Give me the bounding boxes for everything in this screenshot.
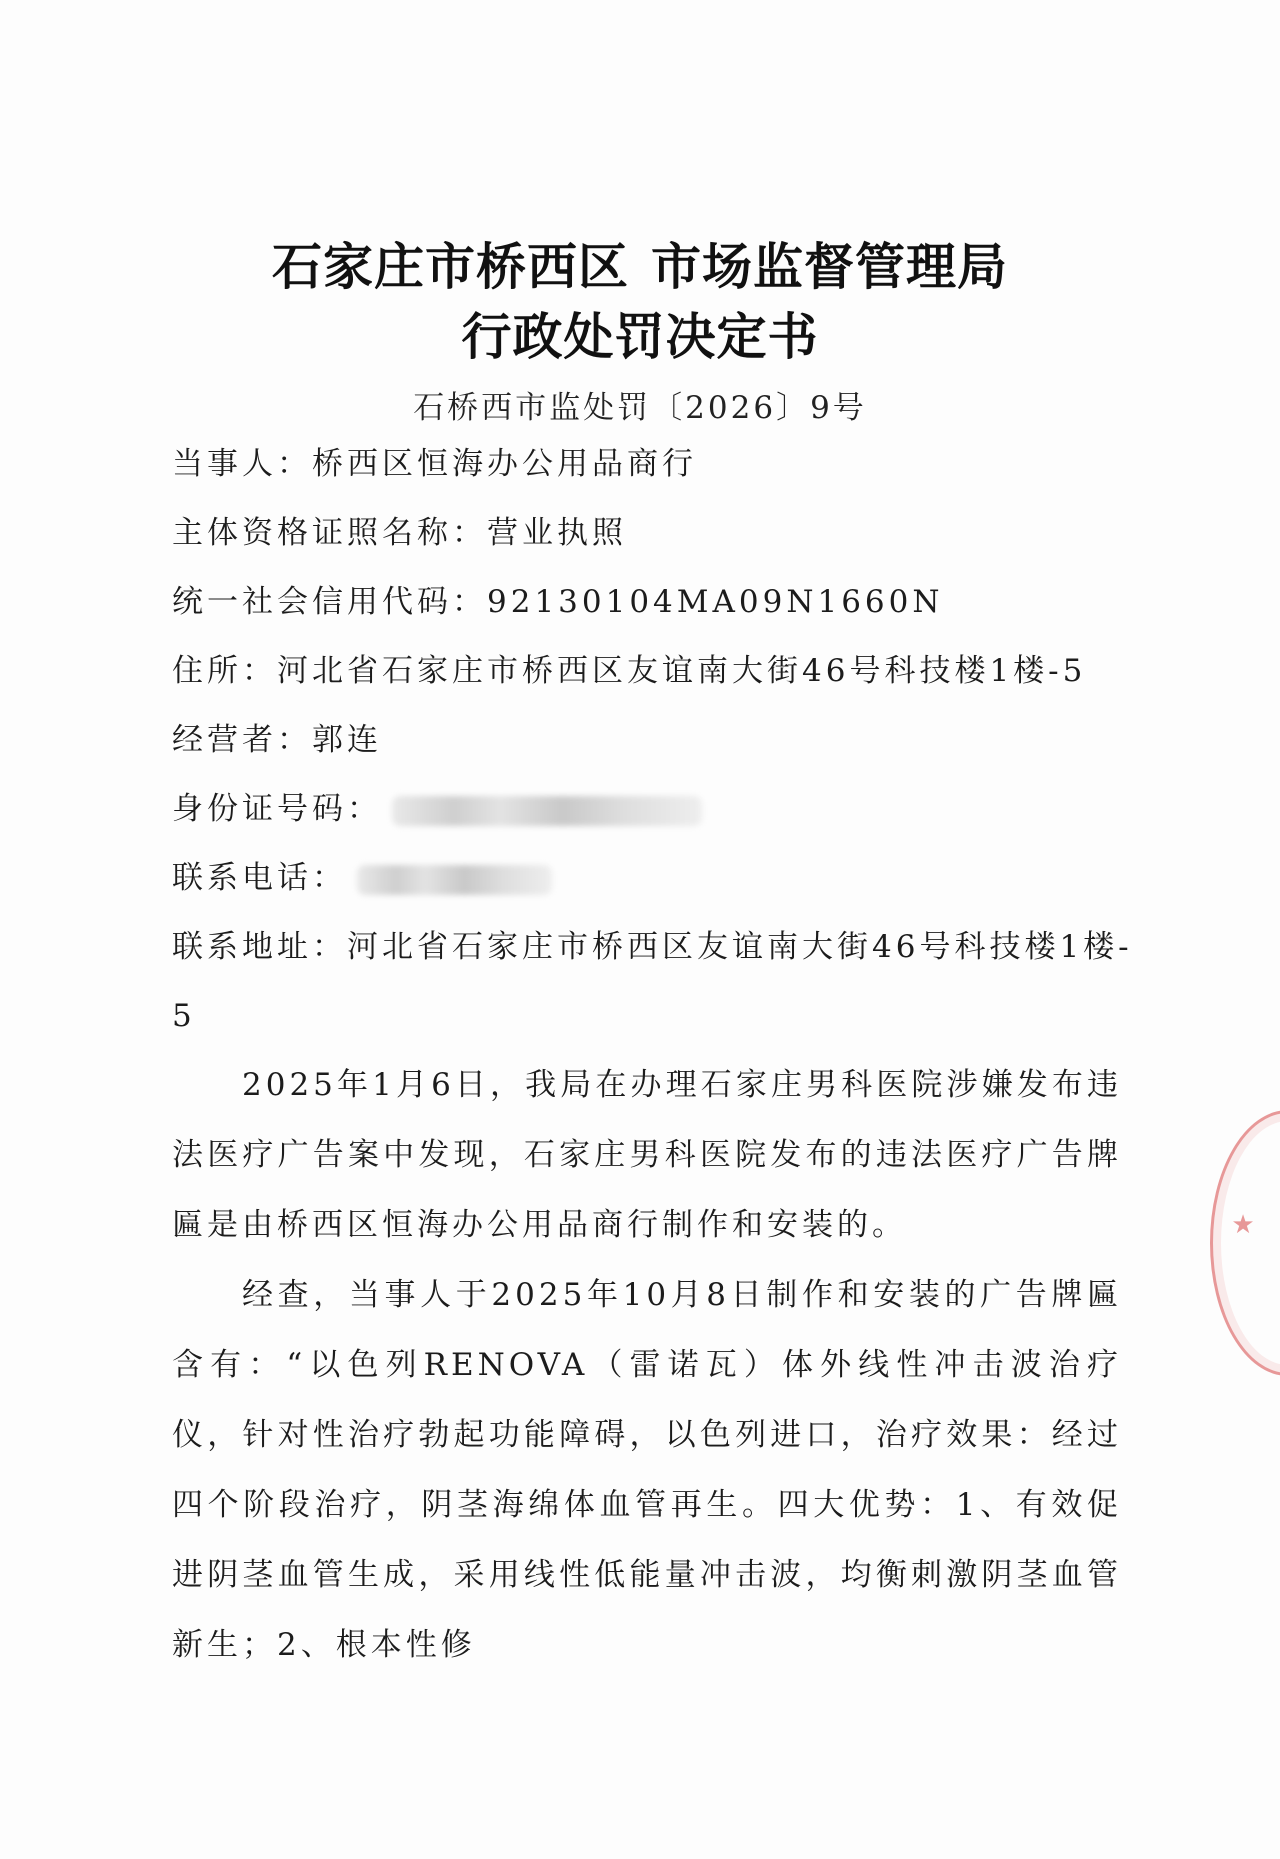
field-label: 住所： bbox=[172, 653, 277, 689]
field-value: 河北省石家庄市桥西区友谊南大街46号科技楼1楼- bbox=[347, 929, 1133, 965]
field-label: 经营者： bbox=[172, 722, 312, 758]
document-title: 行政处罚决定书 bbox=[461, 308, 819, 366]
field-party bbox=[172, 444, 697, 484]
agency-title-part1: 石家庄市桥西区 bbox=[272, 238, 629, 296]
field-label: 主体资格证照名称： bbox=[172, 515, 487, 551]
field-residence bbox=[172, 651, 1086, 691]
field-value: 92130104MA09N1660N bbox=[487, 584, 944, 620]
field-label: 统一社会信用代码： bbox=[172, 584, 487, 620]
field-label: 联系地址： bbox=[172, 929, 347, 965]
field-label: 联系电话： bbox=[172, 860, 347, 896]
paragraph-investigation: 经查，当事人于2025年10月8日制作和安装的广告牌匾含有：“以色列RENOVA（雷诺瓦）体外线性冲击波治疗仪，针对性治疗勃起功能障碍，以色列进口，治疗效果：经过四个阶段治疗，阴茎海绵体血管再生。四大优势：1、有效促进阴茎血管生成，采用线性低能量冲击波，均衡刺激阴茎血管新生；2、根本性修 bbox=[172, 1277, 1122, 1663]
field-value: 河北省石家庄市桥西区友谊南大街46号科技楼1楼-5 bbox=[277, 653, 1087, 689]
field-credit-code bbox=[172, 582, 944, 622]
seal-mark-icon: ★ bbox=[1228, 1210, 1258, 1244]
agency-title bbox=[0, 232, 1280, 302]
agency-title-part2: 市场监督管理局 bbox=[651, 238, 1008, 296]
field-value: 郭连 bbox=[312, 722, 382, 758]
paragraph-discovery: 2025年1月6日，我局在办理石家庄男科医院涉嫌发布违法医疗广告案中发现，石家庄男科医院发布的违法医疗广告牌匾是由桥西区恒海办公用品商行制作和安装的。 bbox=[172, 1067, 1122, 1243]
redacted-id-number bbox=[392, 796, 702, 826]
official-seal-fragment bbox=[1200, 1100, 1280, 1380]
field-value: 桥西区恒海办公用品商行 bbox=[312, 446, 697, 482]
field-value: 5 bbox=[172, 998, 196, 1034]
document-number: 石桥西市监处罚〔2026〕9号 bbox=[413, 390, 867, 426]
field-id-number bbox=[172, 789, 702, 829]
field-contact-address-continued bbox=[172, 996, 196, 1036]
field-license-type bbox=[172, 513, 627, 553]
field-value: 营业执照 bbox=[487, 515, 627, 551]
field-contact-address bbox=[172, 927, 1133, 967]
field-label: 身份证号码： bbox=[172, 791, 382, 827]
field-operator bbox=[172, 720, 382, 760]
document-header bbox=[0, 232, 1280, 372]
redacted-phone bbox=[357, 865, 552, 895]
field-phone bbox=[172, 858, 552, 898]
field-label: 当事人： bbox=[172, 446, 312, 482]
